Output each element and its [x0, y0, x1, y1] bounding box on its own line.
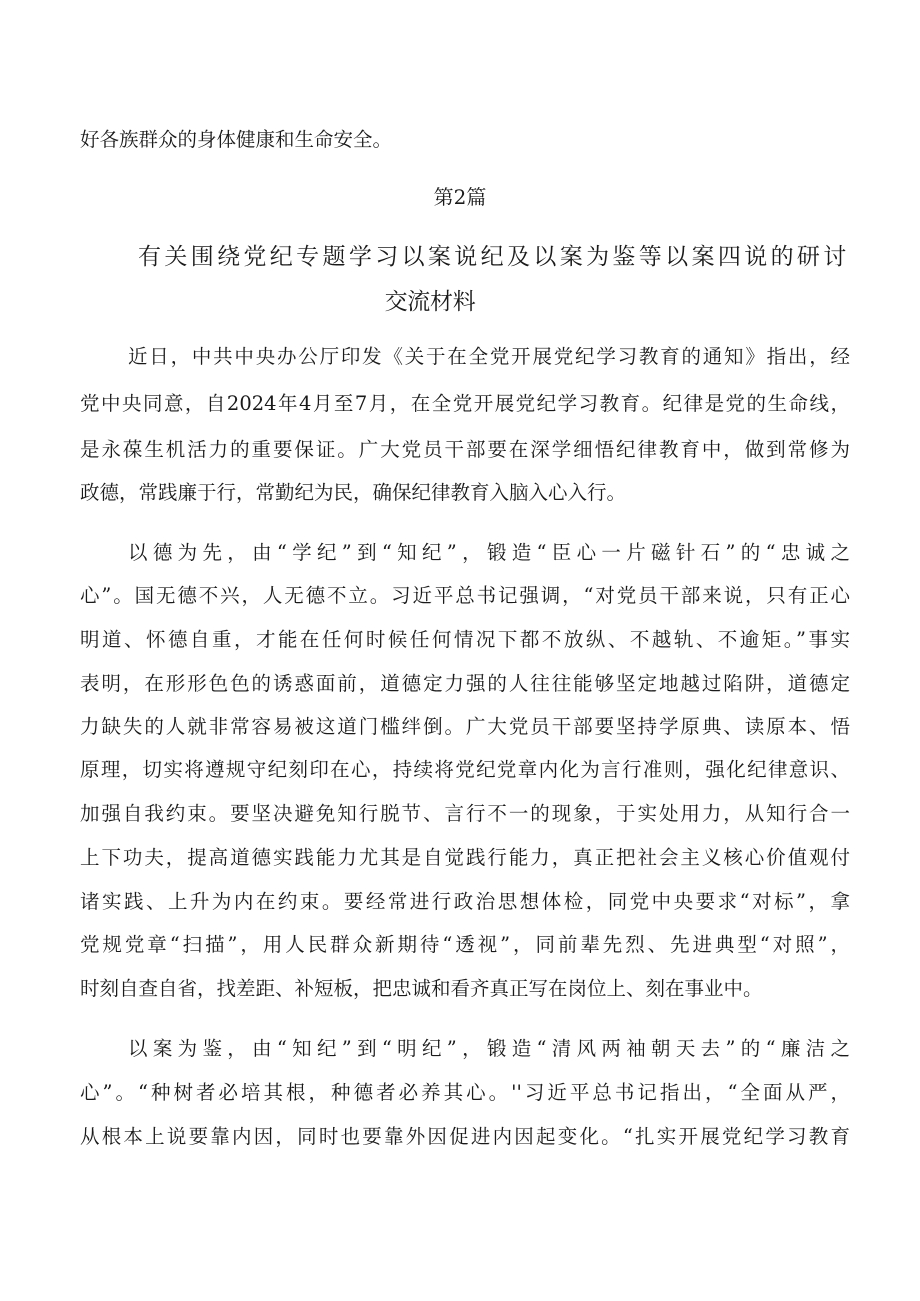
paragraph-line: 表明，在形形色色的诱惑面前，道德定力强的人往往能够坚定地越过陷阱，道德定 — [80, 672, 850, 695]
carryover-line: 好各族群众的身体健康和生命安全。 — [80, 128, 393, 151]
paragraph-line: 近日，中共中央办公厅印发《关于在全党开展党纪学习教育的通知》指出，经 — [128, 345, 850, 368]
paragraph-line: 以案为鉴，由“知纪”到“明纪”，锻造“清风两袖朝天去”的“廉洁之 — [128, 1037, 850, 1060]
paragraph-line: 心”。国无德不兴，人无德不立。习近平总书记强调，“对党员干部来说，只有正心 — [80, 584, 850, 607]
paragraph-line: 从根本上说要靠内因，同时也要靠外因促进内因起变化。“扎实开展党纪学习教育 — [80, 1125, 850, 1148]
title-line-2: 交流材料 — [384, 289, 476, 315]
title-line-1: 有关围绕党纪专题学习以案说纪及以案为鉴等以案四说的研讨 — [138, 244, 846, 270]
paragraph-line: 是永葆生机活力的重要保证。广大党员干部要在深学细悟纪律教育中，做到常修为 — [80, 438, 850, 461]
paragraph-line: 心”。“种树者必培其根，种德者必养其心。''习近平总书记指出，“全面从严， — [80, 1081, 850, 1104]
paragraph-line: 加强自我约束。要坚决避免知行脱节、言行不一的现象，于实处用力，从知行合一 — [80, 802, 850, 825]
paragraph-line: 以德为先，由“学纪”到“知纪”，锻造“臣心一片磁针石”的“忠诚之 — [128, 541, 850, 564]
paragraph-line: 时刻自查自省，找差距、补短板，把忠诚和看齐真正写在岗位上、刻在事业中。 — [80, 977, 763, 1000]
paragraph-line: 政德，常践廉于行，常勤纪为民，确保纪律教育入脑入心入行。 — [80, 481, 627, 504]
paragraph-line: 力缺失的人就非常容易被这道门槛绊倒。广大党员干部要坚持学原典、读原本、悟 — [80, 715, 850, 738]
paragraph-line: 明道、怀德自重，才能在任何时候任何情况下都不放纵、不越轨、不逾矩。”事实 — [80, 628, 850, 651]
paragraph-line: 原理，切实将遵规守纪刻印在心，持续将党纪党章内化为言行准则，强化纪律意识、 — [80, 758, 850, 781]
paragraph-line: 诸实践、上升为内在约束。要经常进行政治思想体检，同党中央要求“对标”，拿 — [80, 890, 850, 913]
paragraph-line: 党中央同意，自2024年4月至7月，在全党开展党纪学习教育。纪律是党的生命线， — [80, 392, 850, 415]
paragraph-line: 党规党章“扫描”，用人民群众新期待“透视”，同前辈先烈、先进典型“对照”， — [80, 933, 850, 956]
paragraph-line: 上下功夫，提高道德实践能力尤其是自觉践行能力，真正把社会主义核心价值观付 — [80, 846, 850, 869]
section-heading: 第2篇 — [433, 185, 487, 209]
